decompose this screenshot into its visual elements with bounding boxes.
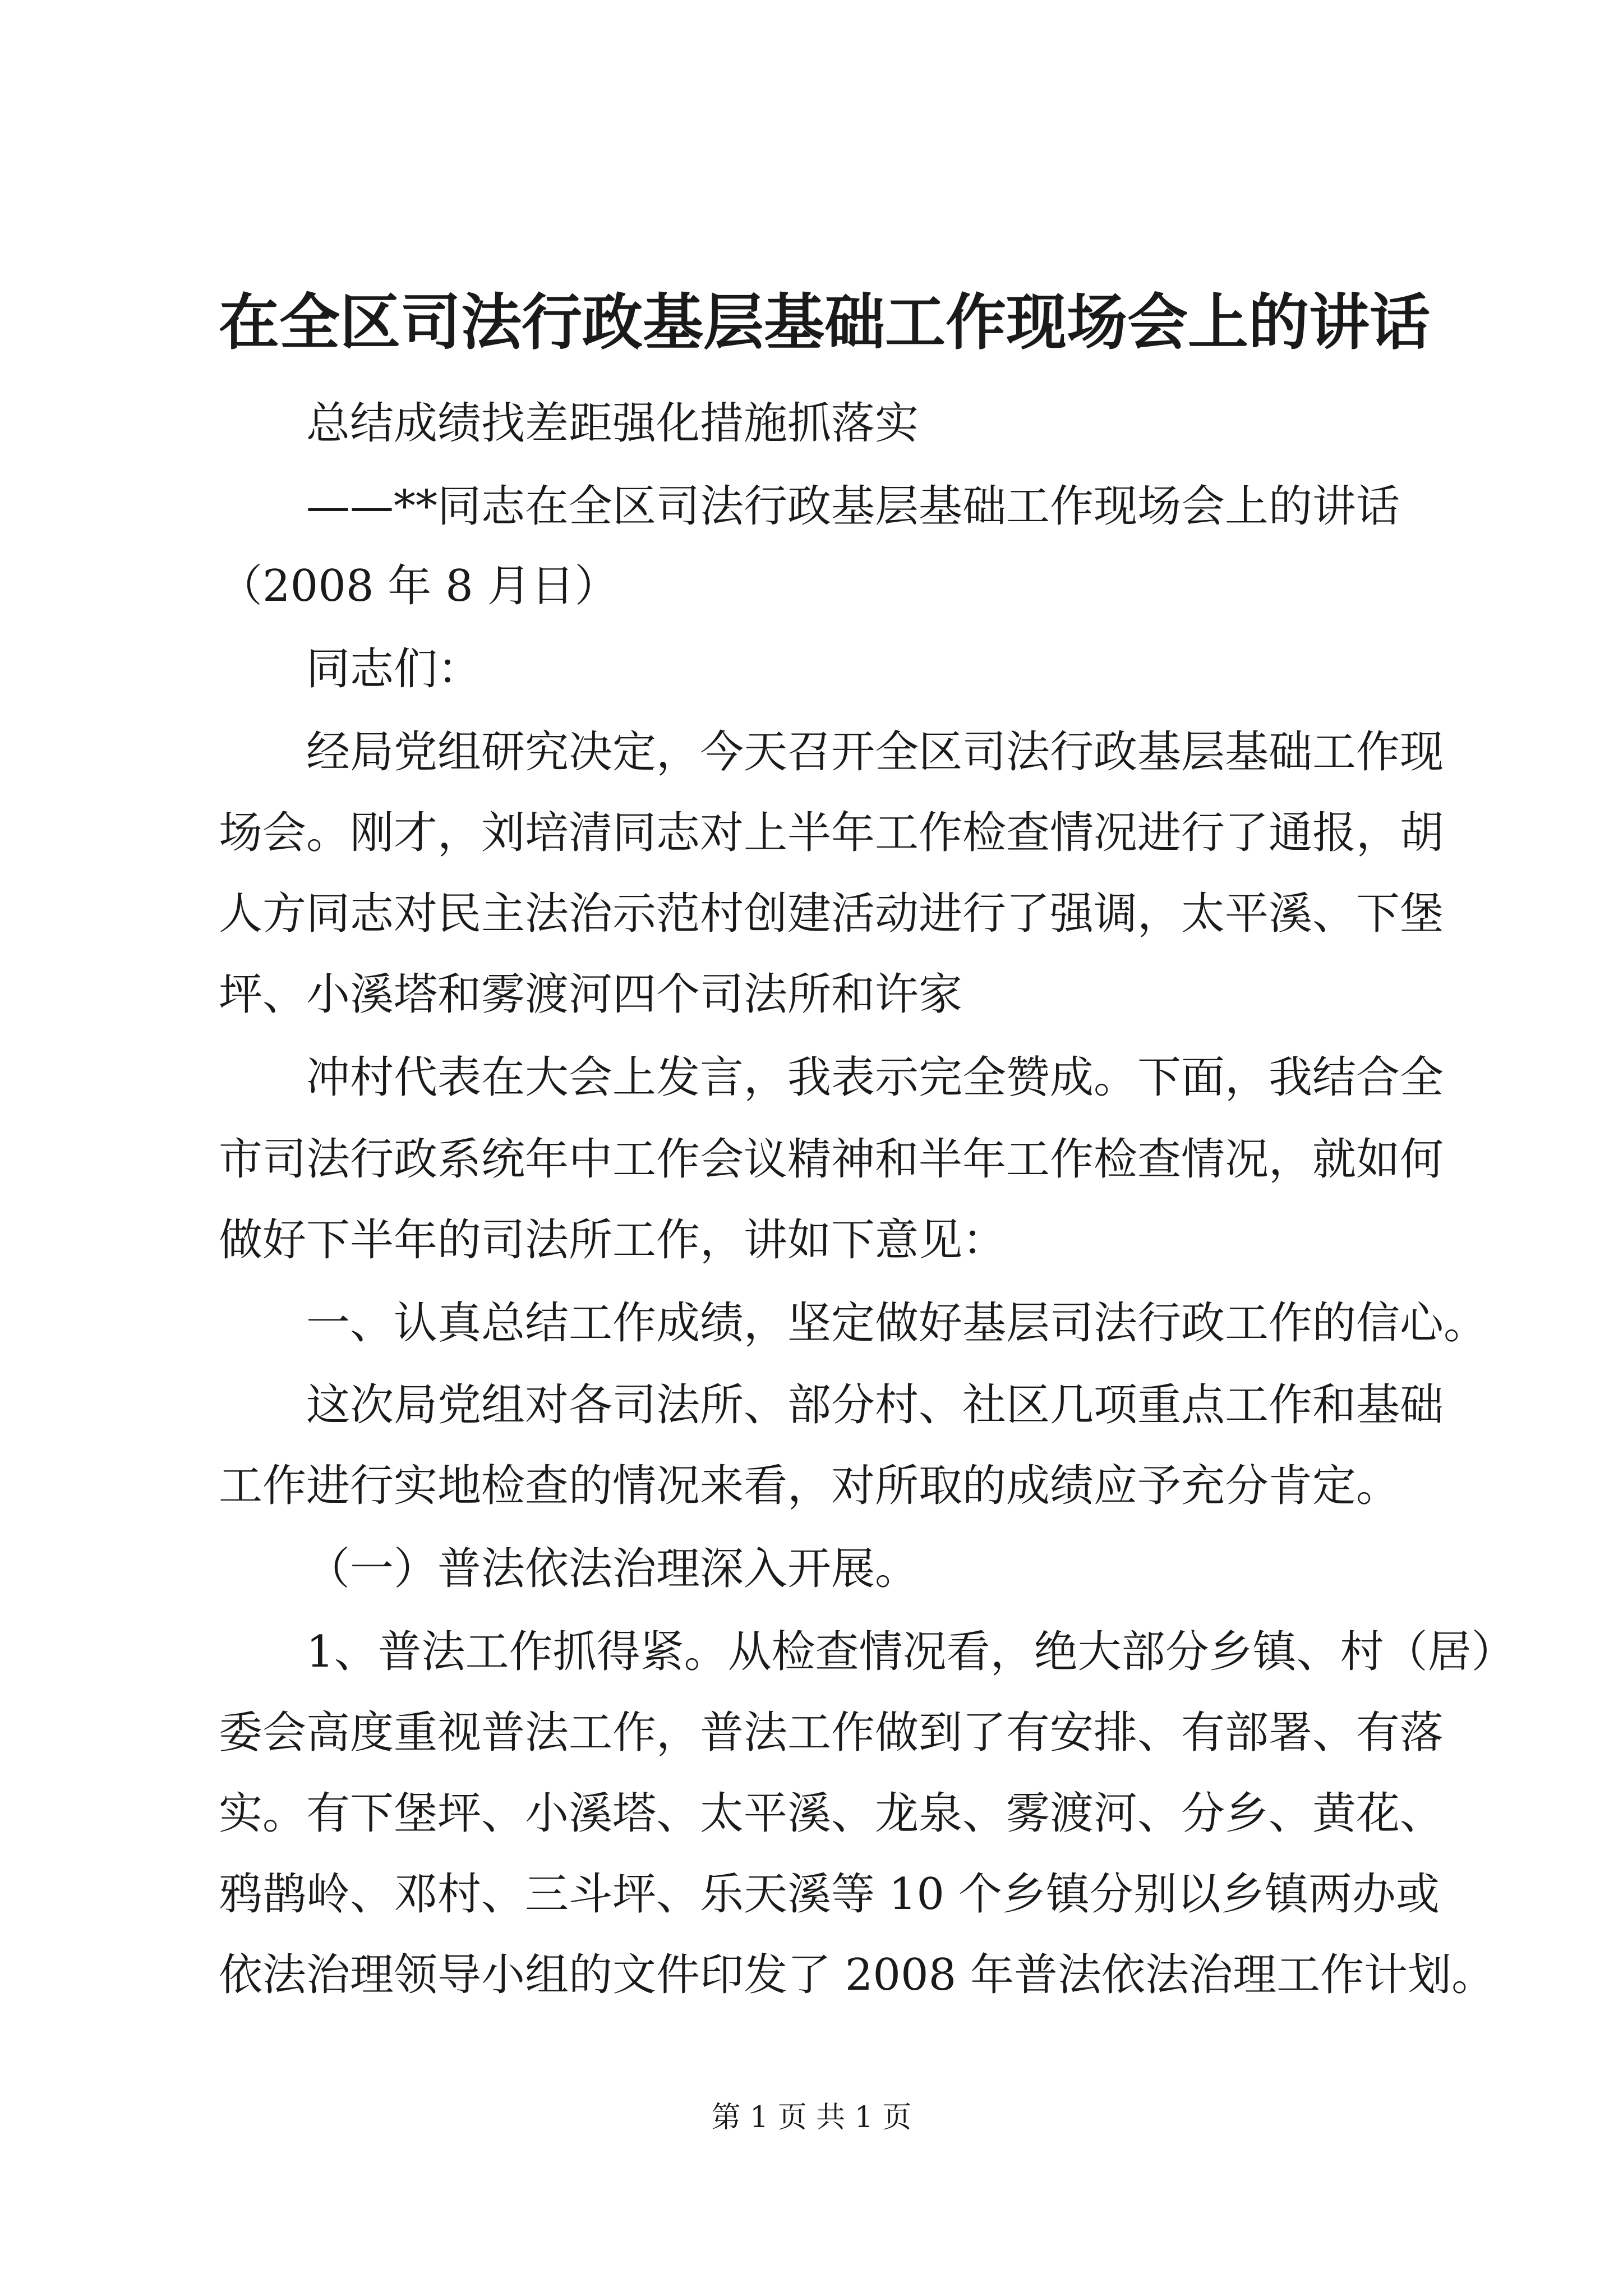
paragraph-line: 鸦鹊岭、邓村、三斗坪、乐天溪等 10 个乡镇分别以乡镇两办或 xyxy=(219,1869,1440,1920)
paragraph-line: 人方同志对民主法治示范村创建活动进行了强调，太平溪、下堡 xyxy=(219,889,1444,939)
paragraph-line: 委会高度重视普法工作，普法工作做到了有安排、有部署、有落 xyxy=(219,1708,1444,1758)
speaker-line: ——**同志在全区司法行政基层基础工作现场会上的讲话 xyxy=(306,481,1400,532)
paragraph-line: 做好下半年的司法所工作，讲如下意见： xyxy=(219,1215,1007,1266)
salutation-line: 同志们： xyxy=(306,644,482,694)
paragraph-line: 冲村代表在大会上发言，我表示完全赞成。下面，我结合全 xyxy=(306,1052,1444,1103)
subtitle-line: 总结成绩找差距强化措施抓落实 xyxy=(306,398,919,449)
page-footer: 第 1 页 共 1 页 xyxy=(711,2101,912,2134)
paragraph-line: 场会。刚才，刘培清同志对上半年工作检查情况进行了通报，胡 xyxy=(219,808,1444,858)
paragraph-line: 工作进行实地检查的情况来看，对所取的成绩应予充分肯定。 xyxy=(219,1461,1400,1511)
paragraph-line: 经局党组研究决定，今天召开全区司法行政基层基础工作现 xyxy=(306,727,1444,777)
paragraph-line: 坪、小溪塔和雾渡河四个司法所和许家 xyxy=(219,969,963,1020)
paragraph-line: 这次局党组对各司法所、部分村、社区几项重点工作和基础 xyxy=(306,1380,1444,1430)
paragraph-line: 市司法行政系统年中工作会议精神和半年工作检查情况，就如何 xyxy=(219,1134,1444,1185)
section-heading: 一、认真总结工作成绩，坚定做好基层司法行政工作的信心。 xyxy=(306,1298,1488,1349)
subsection-heading: （一）普法依法治理深入开展。 xyxy=(306,1544,919,1594)
paragraph-line: 依法治理领导小组的文件印发了 2008 年普法依法治理工作计划。 xyxy=(219,1950,1496,2000)
paragraph-line: 实。有下堡坪、小溪塔、太平溪、龙泉、雾渡河、分乡、黄花、 xyxy=(219,1788,1444,1839)
date-line: （2008 年 8 月日） xyxy=(219,561,619,611)
document-title: 在全区司法行政基层基础工作现场会上的讲话 xyxy=(219,287,1431,358)
paragraph-line: 1、普法工作抓得紧。从检查情况看，绝大部分乡镇、村（居） xyxy=(306,1627,1515,1677)
